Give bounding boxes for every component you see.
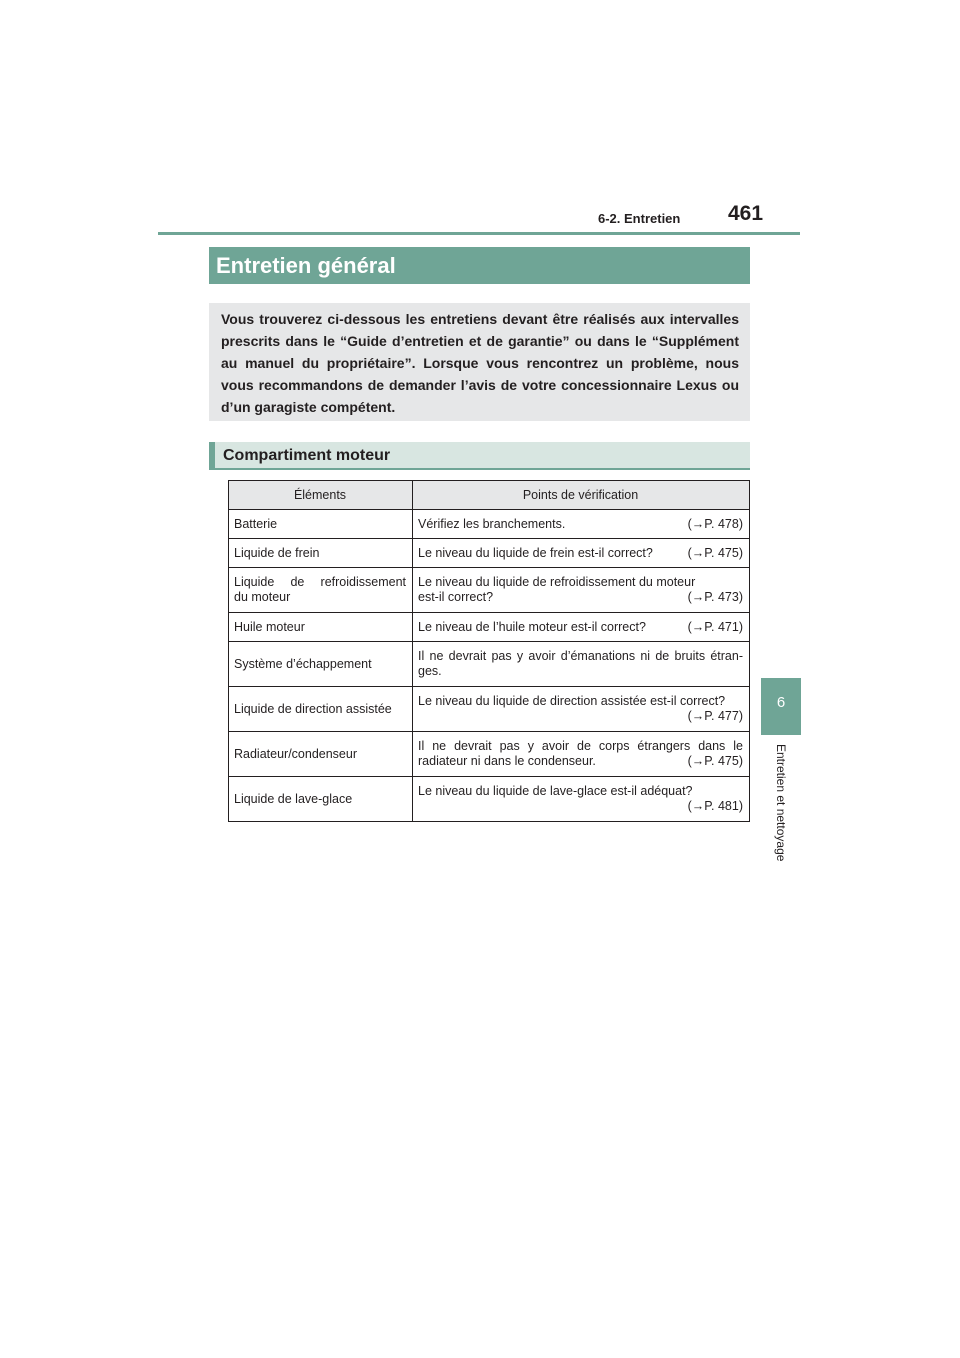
check-cell [413, 539, 750, 568]
page-reference: (→P. 481) [687, 799, 743, 813]
check-text-line: radiateur ni dans le condenseur. [418, 754, 596, 768]
column-header-checks: Points de vérification [413, 481, 750, 510]
check-text-line: Il ne devrait pas y avoir d’émanations ni de bruits étran- [418, 649, 743, 663]
page-reference: (→P. 475) [687, 754, 743, 768]
page-reference: (→P. 473) [687, 590, 743, 604]
table-row [229, 777, 750, 822]
header-divider [158, 232, 800, 235]
check-text-line: Le niveau du liquide de direction assistée est-il correct? [418, 694, 726, 708]
check-text-line: Le niveau du liquide de lave-glace est-il adéquat? [418, 784, 693, 798]
table-row [229, 642, 750, 687]
item-cell: Huile moteur [229, 613, 413, 642]
chapter-tab-label: Entretien et nettoyage [774, 744, 788, 862]
item-cell: Liquide de frein [229, 539, 413, 568]
check-text-line: ges. [418, 664, 442, 678]
check-cell [413, 510, 750, 539]
table-row [229, 510, 750, 539]
table-row [229, 687, 750, 732]
check-cell [413, 777, 750, 822]
item-cell: Liquide de direction assistée [229, 687, 413, 732]
check-cell [413, 732, 750, 777]
item-cell: Liquide de lave-glace [229, 777, 413, 822]
chapter-tab: 6 [761, 678, 801, 735]
table-row [229, 539, 750, 568]
check-text-line: Il ne devrait pas y avoir de corps étrangers dans le [418, 739, 743, 753]
page-reference: (→P. 471) [687, 619, 743, 634]
page-reference: (→P. 477) [687, 709, 743, 723]
section-title: Compartiment moteur [209, 442, 750, 470]
table-row [229, 613, 750, 642]
check-cell [413, 568, 750, 613]
table-row [229, 568, 750, 613]
check-text-line: Le niveau du liquide de refroidissement du moteur [418, 575, 696, 589]
section-header: 6-2. Entretien [598, 211, 681, 226]
check-text-line: est-il correct? [418, 590, 494, 604]
page-title: Entretien général [209, 247, 750, 284]
check-cell [413, 642, 750, 687]
check-cell [413, 613, 750, 642]
column-header-items: Éléments [229, 481, 413, 510]
page-reference: (→P. 478) [687, 516, 743, 531]
page-number: 461 [728, 202, 764, 225]
item-cell: Système d’échappement [229, 642, 413, 687]
maintenance-table [228, 480, 750, 822]
item-text-line: Liquide de refroidissement [234, 575, 406, 589]
item-cell [229, 568, 413, 613]
item-cell: Batterie [229, 510, 413, 539]
intro-paragraph: Vous trouverez ci-dessous les entretiens devant être réalisés aux intervalles prescrits dans le “Guide d’entretien et de garantie” ou dans le “Supplément au manuel du propriétaire”. Lorsque vous rencontrez un problème, nous vous recommandons de demander l’avis de votre concessionnaire Lexus ou d’un garagiste compétent. [209, 303, 750, 421]
item-text-line: du moteur [234, 590, 291, 604]
check-cell [413, 687, 750, 732]
item-cell: Radiateur/condenseur [229, 732, 413, 777]
check-text: Le niveau de l’huile moteur est-il correct? [418, 619, 646, 634]
table-row [229, 732, 750, 777]
check-text: Le niveau du liquide de frein est-il correct? [418, 545, 653, 560]
table-header-row [229, 481, 750, 510]
page-reference: (→P. 475) [687, 545, 743, 560]
check-text: Vérifiez les branchements. [418, 516, 566, 531]
